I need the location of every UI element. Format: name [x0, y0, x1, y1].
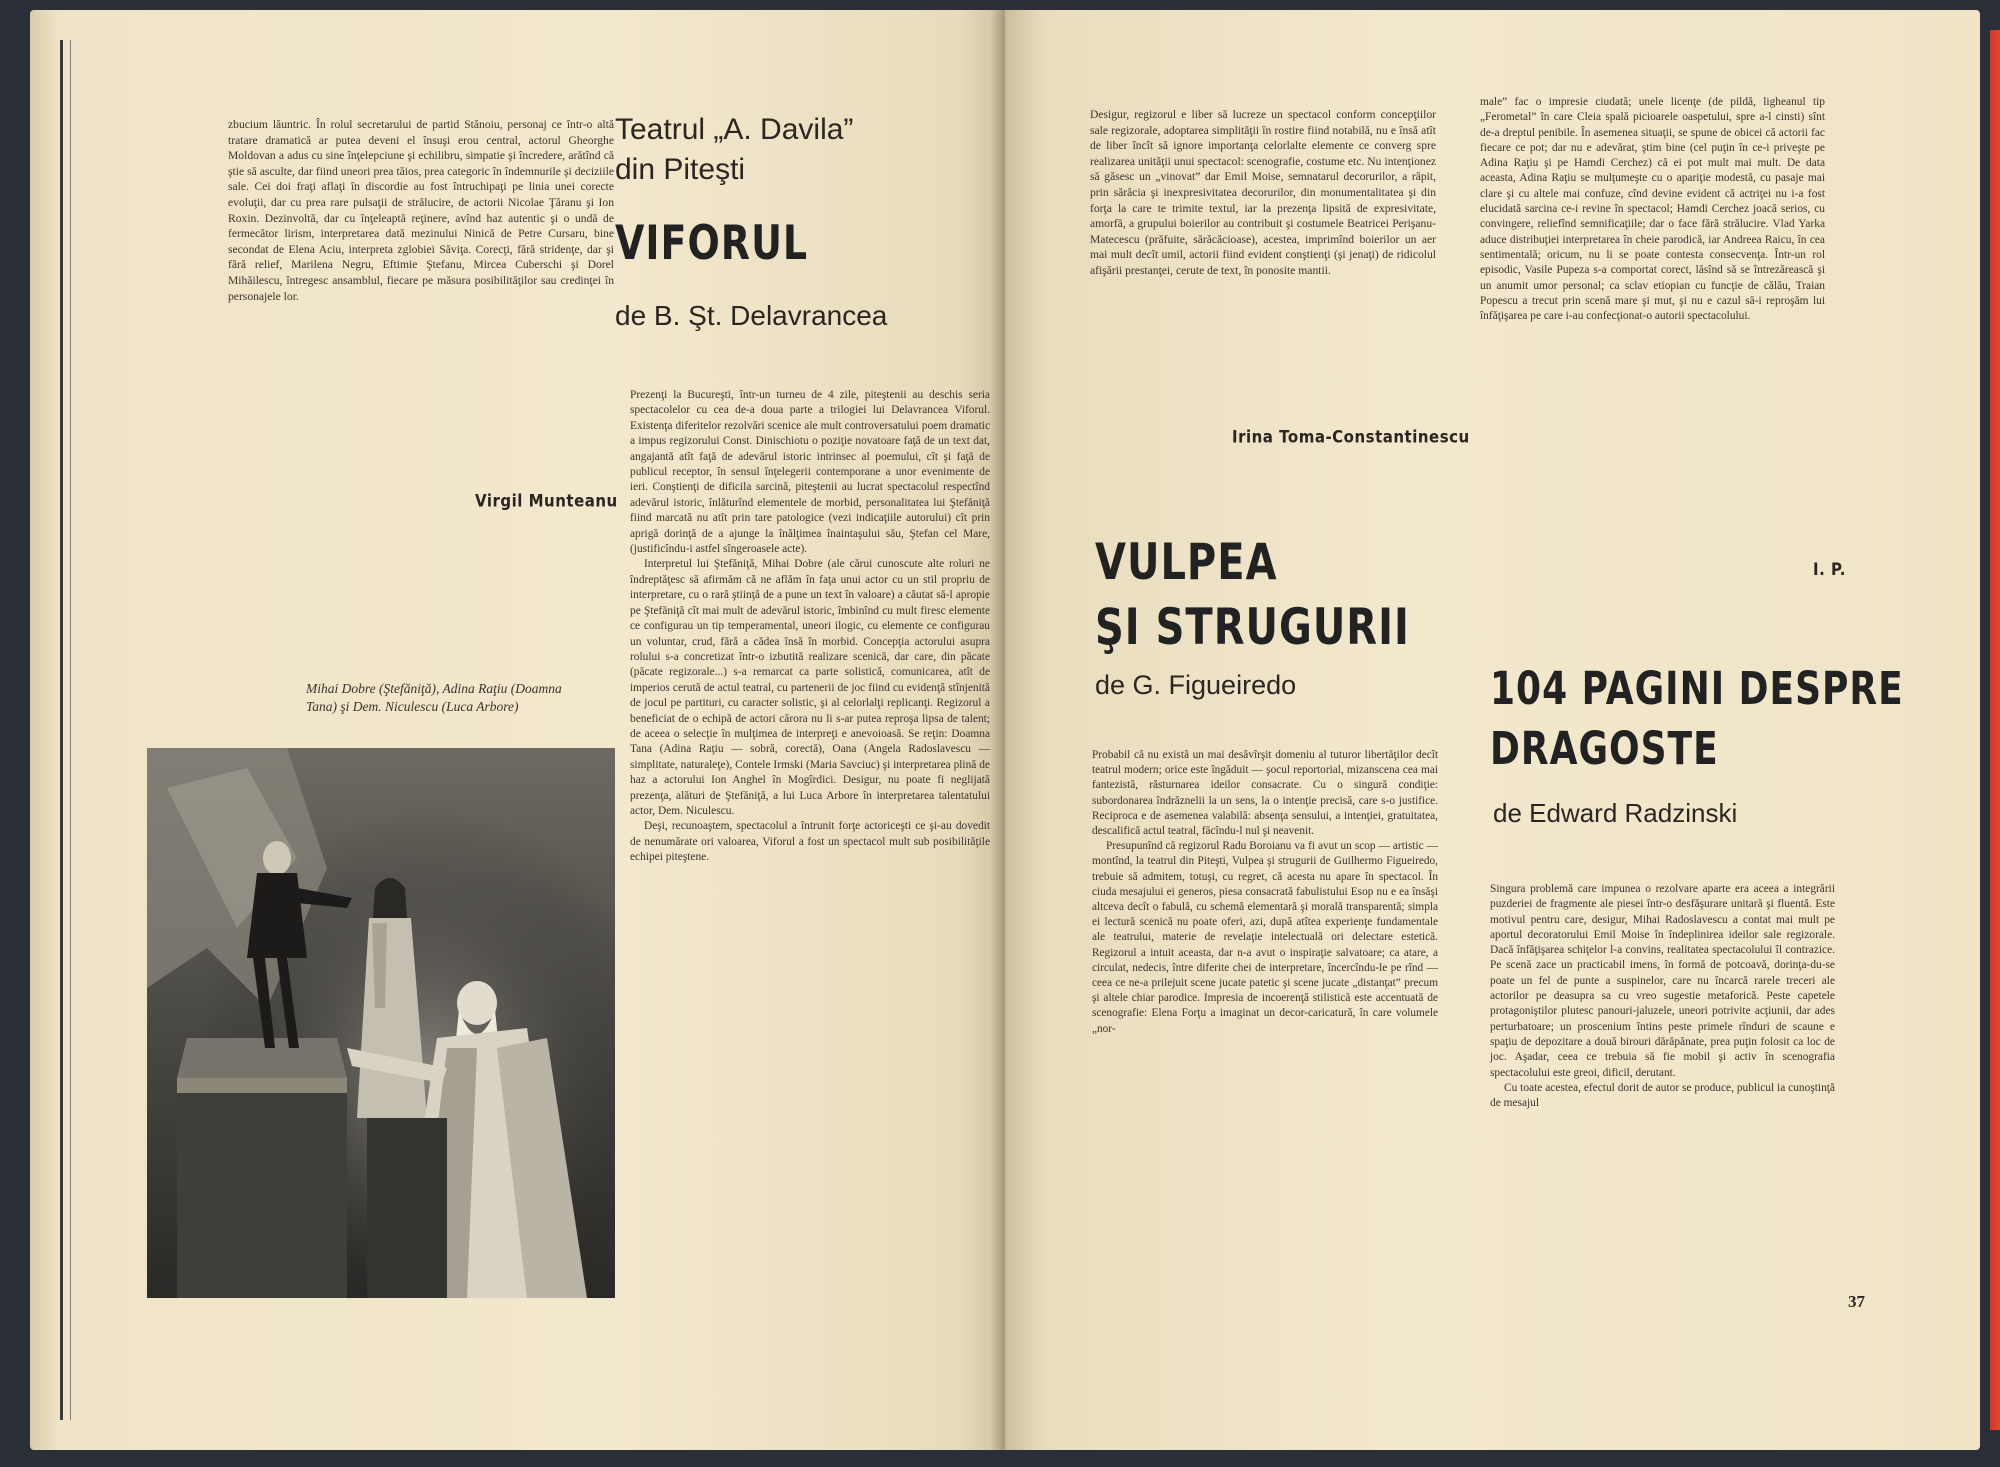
continuation-104-intro: male” fac o impresie ciudată; unele licenţe (de pildă, ligheanul tip „Ferometal” în care Cleia spală picioarele oaspetului, spre a-l cinsti) sînt de-a dreptul penibile. În asemenea situaţii, se spune de obicei că actorii fac fiecare ce pot; dar nu e adevărat, ştim bine (cel puţin în ce-i priveşte pe Adina Raţiu şi pe Hamdi Cerchez) că ei pot mult mai mult. De data aceasta, Adina Raţiu se mulţumeşte cu o apariţie modestă, cu pasaje mai clare şi cu altele mai confuze, cînd devine evident că actriţei nu i-a fost elucidată sarcina ce-i revine în spectacol; Hamdi Cerchez joacă serios, cu convingere, reliefînd semnificaţiile; dar o face fără strălucire. Vlad Yarka aduce distribuţiei interpretarea în cheie parodică, iar Andreea Raicu, în cea sentimentală; oricum, nu li se poate contesta consecvenţa. Într-un rol episodic, Vasile Pupeza s-a comportat corect, lăsînd să se întrezărească şi un anumit umor personal; ca sclav etiopian cu funcţie de călău, Traian Popescu a trecut prin scenă mare şi mut, şi nu e cazul să-i reproşăm lui înfăţişarea pe care i-au confecţionat-o autorii spectacolului.: [1480, 96, 1825, 323]
pagini-paragraph-2: Cu toate acestea, efectul dorit de autor se produce, publicul ia cunoştinţă de mesajul: [1490, 1081, 1835, 1110]
vulpea-paragraph-1: Probabil că nu există un mai desăvîrşit domeniu al tuturor libertăţilor decît teatrul modern; orice este îngăduit — şocul reportorial, mizanscena cea mai fantezistă, răsturnarea ideilor consacrate. Cu o singură condiţie: subordonarea îndrăznelii la un sens, la o intenţie precisă, care s-o justifice. Reciproca e de asemenea valabilă: absenţa sensului, a intenţiei, gratuitatea, descalifică actul teatral, făcîndu-l nul şi neavenit.: [1092, 749, 1438, 838]
signature-ip: I. P.: [1813, 558, 1846, 580]
page-number: 37: [1848, 1292, 1865, 1311]
stage-photo: [147, 748, 615, 1298]
theatre-line-2: din Piteşti: [615, 153, 746, 186]
title-104-pagini: [1490, 660, 1904, 780]
intro-paragraph: zbucium lăuntric. În rolul secretarului de partid Stănoiu, personaj ce într-o altă tratare dramatică ar putea deveni el însuşi erou central, actorul Gheorghe Moldovan a adus cu sine înţelepciune şi echilibru, simpatie şi încredere, arătînd că ştie să asculte, dar fiind uneori prea tăios, prea categoric în îndemnurile şi deciziile sale. Cei doi fraţi aflaţi în discordie au fost întruchipaţi pe linia unei corecte evoluţii, dar cu prea rare pulsaţii de strălucire, de actorii Nicolae Ţăranu şi Ion Roxin. Dezinvoltă, dar cu înţeleaptă reţinere, avînd haz autentic şi o undă de fermecător lirism, interpretarea dată mezinului Ninică de Petre Cursaru, bine secondat de Elena Aciu, interpreta zglobiei Săviţa. Corecţi, fără stridenţe, dar şi fără relief, Marilena Negru, Eftimie Ştefanu, Mircea Cuberschi şi Dorel Mihăilescu, întregesc ansamblul, fiecare pe măsura posibilităţilor sau credinţei în personajele lor.: [228, 118, 614, 303]
title-104-line-2: DRAGOSTE: [1490, 723, 1719, 775]
top-right-column: [1480, 95, 1825, 324]
right-continuation-column: [1090, 107, 1436, 279]
binding-line: [60, 40, 63, 1420]
pagini-paragraph-1: Singura problemă care impunea o rezolvare aparte era aceea a integrării puzderiei de fragmente ale piesei într-o desfăşurare unitară şi fluentă. Este motivul pentru care, desigur, Mihai Radoslavescu a contat mai mult pe aportul decoratorului Emil Moise în îndeplinirea ideilor sale regizorale. Dacă înfăţişarea schiţelor l-a convins, realitatea spectacolului îl contrazice. Pe scenă zace un practicabil imens, în formă de potcoavă, dorinţa-du-se poate un fel de punte a suspinelor, care nu încarcă rarele treceri ale actorilor pe deasupra sa cu vreo sugestie metaforică. Peste capetele protagoniştilor plutesc panouri-jaluzele, uneori potrivite acţiunii, dar ades perturbatoare; un proscenium întins peste primele rînduri de scaune e spaţiu de depozitare a două birouri dărăpănate, prea puţin folosit ca loc de joc. Aşadar, ceea ce trebuia să fie mobil şi activ în scenografia spectacolului este greoi, dificil, derutant.: [1490, 883, 1835, 1079]
title-viforul: VIFORUL: [615, 215, 809, 270]
stage-photo-image: [147, 748, 615, 1298]
byline-figueiredo: de G. Figueiredo: [1095, 670, 1297, 700]
theatre-line-1: Teatrul „A. Davila”: [615, 113, 854, 146]
title-vulpea-line-1: VULPEA: [1095, 533, 1278, 592]
magazine-spread: [30, 10, 1990, 1450]
continuation-paragraph: Desigur, regizorul e liber să lucreze un spectacol conform concepţiilor sale regizorale, adoptarea simplităţii în rostire fiind notabilă, nu e însă atît de liber încît să ignore importanţa celorlalte elemente ce converg spre realizarea unităţii unui spectacol: scenografie, costume etc. Nu intenţionez să găsesc un „vinovat” dar Emil Moise, semnatarul decorurilor, a răpit, prin sărăcia şi inexpresivitatea decorurilor, din monumentalitatea şi din forţa la care te trimite textul, iar la prezenţa lipsită de expresivitate, amorfă, a grupului boierilor au contribuit şi costumele Beatricei Perişanu-Matecescu (prăfuite, sărăcăcioase), acestea, imprimînd boierilor un aer mai mult decît umil, actorii fiind evident conştienţi (şi jenaţi) de ridicolul afişării prestanţei, cerute de text, în ponosite mantii.: [1090, 108, 1436, 277]
signature-toma-constantinescu: Irina Toma-Constantinescu: [1232, 426, 1470, 448]
vulpea-column: [1092, 748, 1438, 1037]
byline-delavrancea: de B. Şt. Delavrancea: [615, 300, 888, 331]
viforul-paragraph-1: Prezenţi la Bucureşti, într-un turneu de 4 zile, piteştenii au deschis seria spectacolelor cu cea de-a doua parte a trilogiei lui Delavrancea Viforul. Existenţa diferitelor rezolvări scenice ale mult controversatului poem dramatic a impus regizorului Const. Dinischiotu o poziţie novatoare faţă de un text dat, angajantă atît faţă de adevărul istoric intrinsec al poemului, cît şi faţă de publicul receptor, în sensul înţelegerii contemporane a unor evenimente de ieri. Conştienţi de dificila sarcină, piteştenii au lucrat spectacolul respectînd adevărul istoric, înlăturînd elementele de morbid, personalitatea lui Ştefăniţă fiind marcată nu atît prin tare patologice (vezi indicaţiile autorului) cît prin aprigă dorinţă de a ajunge la înălţimea înaintaşului său, Ştefan cel Mare, (justificîndu-i astfel sîngeroasele acte).: [630, 389, 990, 556]
viforul-paragraph-3: Deşi, recunoaştem, spectacolul a întrunit forţe actoriceşti ce şi-au dovedit de nenumărate ori valoarea, Viforul a fost un spectacol mult sub posibilităţile echipei piteştene.: [630, 820, 990, 864]
title-vulpea-line-2: ŞI STRUGURII: [1095, 598, 1410, 657]
title-vulpea: [1095, 530, 1410, 660]
theatre-name: [615, 110, 975, 190]
byline-radzinski: de Edward Radzinski: [1493, 798, 1738, 828]
right-page: [1005, 10, 1980, 1450]
pagini-column: [1490, 882, 1835, 1111]
viforul-paragraph-2: Interpretul lui Ştefăniţă, Mihai Dobre (ale cărui cunoscute alte roluri ne îndreptăţesc să afirmăm că ne aflăm în faţa unui actor cu un stil propriu de interpretare, cu o rară ştiinţă de a pune un text în valoare) a căutat să-l apropie pe Ştefăniţă cît mai mult de adevărul istoric, îmbinînd cu mult firesc elemente ce configurau un tip temperamental, uneori ilogic, cu elemente ce configurau un voluntar, crud, fără a cădea însă în morbid. Concepţia actorului asupra rolului s-a concretizat într-o izbutită realizare scenică, dar care, din păcate (păcate regizorale...) s-a remarcat ca parte solistică, comunicarea, atît de imperios cerută de actul teatral, cu partenerii de joc fiind cu evidenţă stînjenită de jocul pe partituri, cu caracter solistic, şi al celorlalţi replicanţi. Regizorul a beneficiat de o echipă de actori cărora nu li s-ar putea reproşa lipsa de talent; de aceea o selecţie în mulţimea de interpreţi e anevoioasă. Se reţin: Doamna Tana (Adina Raţiu — sobră, corectă), Oana (Angela Radoslavescu — simplitate, naturaleţe), Contele Irmski (Maria Savciuc) şi interpretarea plină de haz a actorului Ion Anghel în Mogîrdici. Desigur, nu poate fi neglijată prezenţa, alături de Ştefăniţă, a lui Luca Arbore în interpretarea talentatului actor, Dem. Niculescu.: [630, 558, 990, 817]
viforul-column: [630, 388, 990, 866]
left-page: [30, 10, 1005, 1450]
page-edges: [1990, 30, 2000, 1430]
photo-caption: Mihai Dobre (Ştefăniţă), Adina Raţiu (Doamna Tana) şi Dem. Niculescu (Luca Arbore): [306, 681, 562, 714]
vulpea-paragraph-2: Presupunînd că regizorul Radu Boroianu va fi avut un scop — artistic — montînd, la teatrul din Piteşti, Vulpea şi strugurii de Guilhermo Figueiredo, trebuie să admitem, totuşi, cu regret, că acesta nu apare în spectacol. În ciuda mesajului ei generos, piesa consacrată fabulistului Esop nu e ea însăşi altceva decît o fabulă, cu schemă elementară şi morală transparentă; simpla ei lectură scenică nu poate oferi, azi, după atîtea experienţe fundamentale ale teatrului, materie de revelaţie intelectuală ori delectare estetică. Regizorul a intuit aceasta, dar n-a avut o inspiraţie salvatoare; ca atare, a circulat, nedecis, între diferite chei de interpretare, încercîndu-le pe rînd — ceea ce ne-a prilejuit scene jucate patetic şi scene jucate „distanţat” precum şi altele chiar parodice. Impresia de incoerenţă stilistică este accentuată de scenografie: Elena Forţu a imaginat un decor-caricatură, în care volumele „nor-: [1092, 840, 1438, 1035]
binding-line-thin: [70, 40, 71, 1420]
title-104-line-1: 104 PAGINI DESPRE: [1490, 663, 1904, 715]
left-column-intro: [228, 117, 614, 304]
signature-munteanu: Virgil Munteanu: [475, 490, 618, 512]
